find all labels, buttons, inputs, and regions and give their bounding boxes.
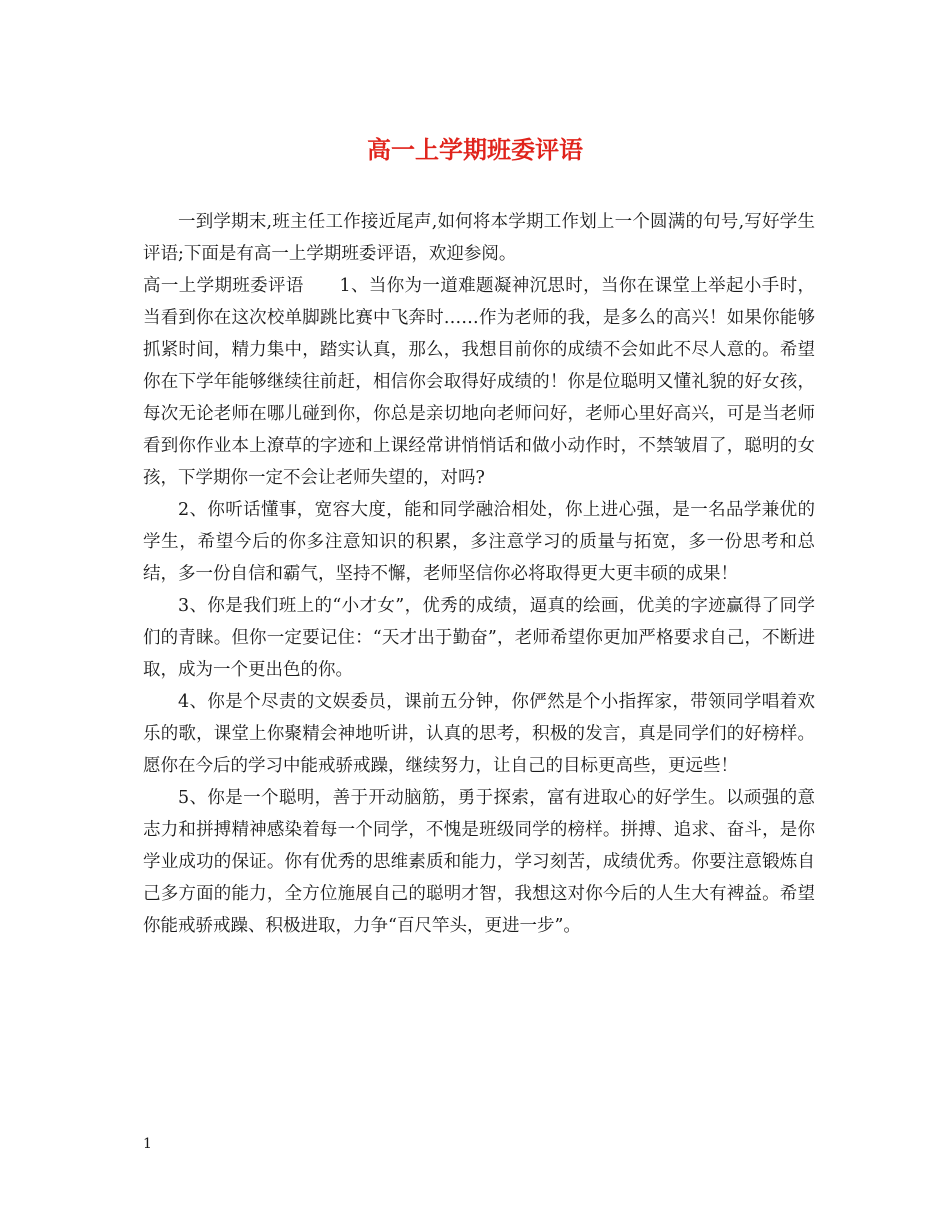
document-title: 高一上学期班委评语 (367, 135, 583, 164)
paragraph-2: 2、你听话懂事，宽容大度，能和同学融洽相处，你上进心强，是一名品学兼优的学生，希望今后的你多注意知识的积累，多注意学习的质量与拓宽，多一份思考和总结，多一份自信和霸气，坚持不懈，老师坚信你必将取得更大更丰硕的成果！ (143, 500, 815, 584)
paragraph-1: 高一上学期班委评语 1、当你为一道难题凝神沉思时，当你在课堂上举起小手时，当看到你在这次校单脚跳比赛中飞奔时……作为老师的我，是多么的高兴！如果你能够抓紧时间，精力集中，踏实认真，那么，我想目前你的成绩不会如此不尽人意的。希望你在下学年能够继续往前赶，相信你会取得好成绩的！你是位聪明又懂礼貌的好女孩，每次无论老师在哪儿碰到你，你总是亲切地向老师问好，老师心里好高兴，可是当老师看到你作业本上潦草的字迹和上课经常讲悄悄话和做小动作时，不禁皱眉了，聪明的女孩，下学期你一定不会让老师失望的，对吗? (143, 276, 815, 488)
intro-paragraph: 一到学期末,班主任工作接近尾声,如何将本学期工作划上一个圆满的句号,写好学生评语;下面是有高一上学期班委评语，欢迎参阅。 (143, 212, 815, 264)
paragraph-3: 3、你是我们班上的“小才女”，优秀的成绩，逼真的绘画，优美的字迹赢得了同学们的青睐。但你一定要记住：“天才出于勤奋”，老师希望你更加严格要求自己，不断进取，成为一个更出色的你。 (143, 596, 815, 680)
paragraph-4: 4、你是个尽责的文娱委员，课前五分钟，你俨然是个小指挥家，带领同学唱着欢乐的歌，课堂上你聚精会神地听讲，认真的思考，积极的发言，真是同学们的好榜样。愿你在今后的学习中能戒骄戒躁，继续努力，让自己的目标更高些，更远些！ (143, 692, 815, 776)
page-number: 1 (143, 1136, 152, 1152)
document-body (143, 206, 815, 942)
paragraph-5: 5、你是一个聪明，善于开动脑筋，勇于探索，富有进取心的好学生。以顽强的意志力和拼搏精神感染着每一个同学，不愧是班级同学的榜样。拼搏、追求、奋斗，是你学业成功的保证。你有优秀的思维素质和能力，学习刻苦，成绩优秀。你要注意锻炼自己多方面的能力，全方位施展自己的聪明才智，我想这对你今后的人生大有裨益。希望你能戒骄戒躁、积极进取，力争“百尺竿头，更进一步”。 (143, 788, 815, 936)
